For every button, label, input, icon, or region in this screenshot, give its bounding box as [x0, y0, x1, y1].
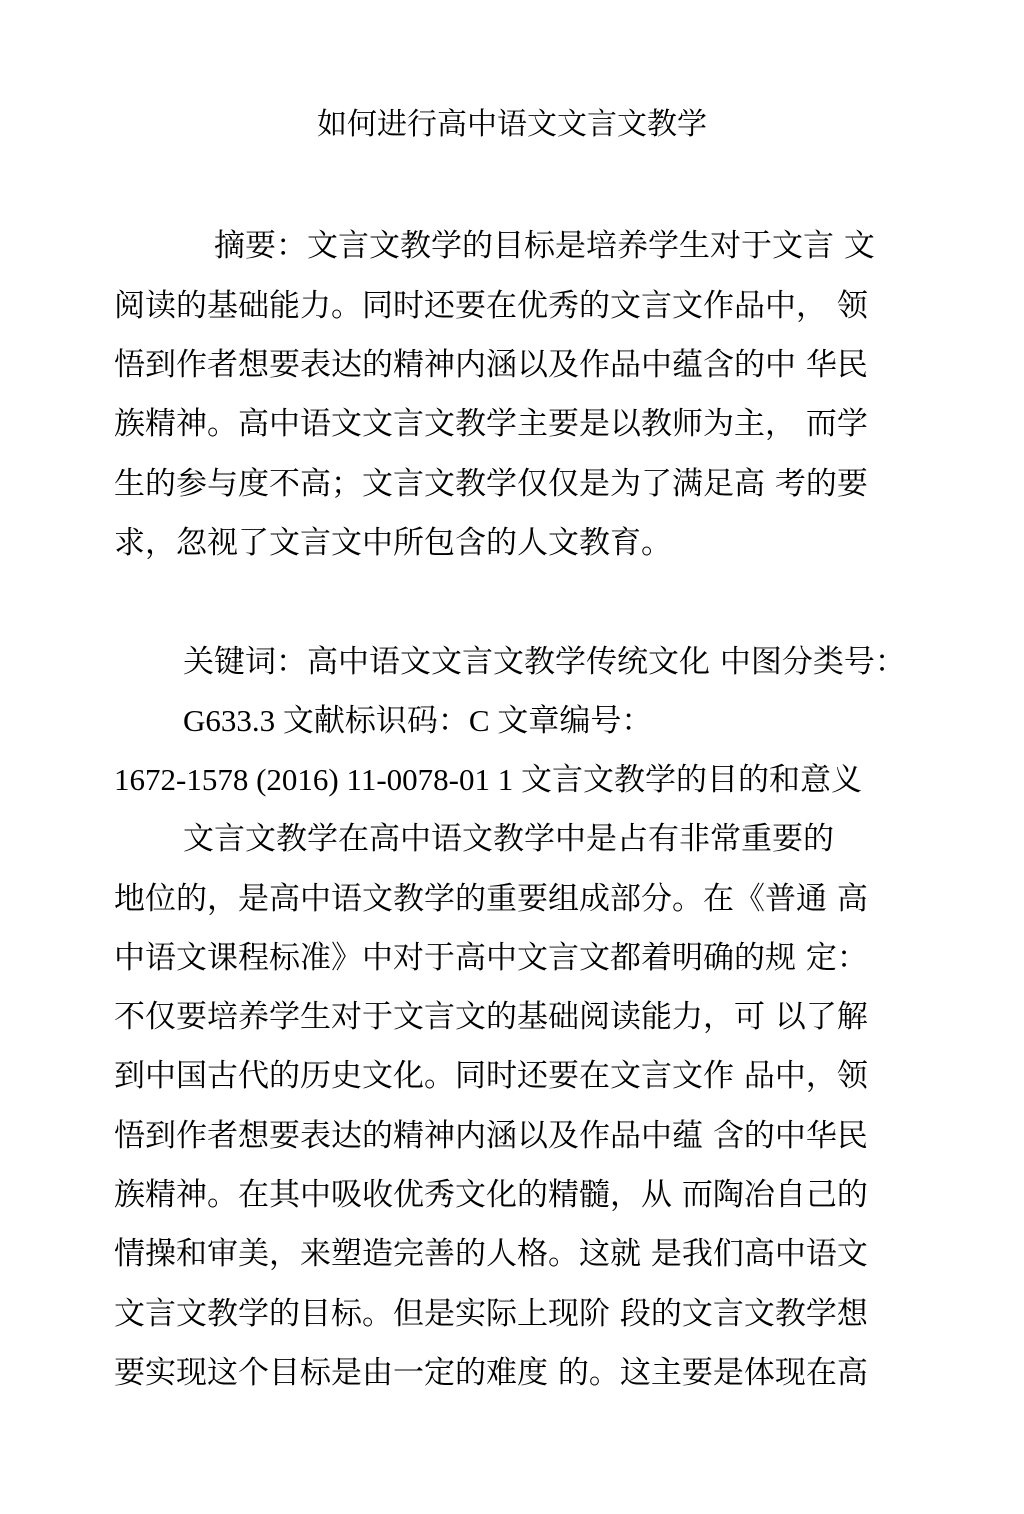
abstract-line: 阅读的基础能力。同时还要在优秀的文言文作品中， 领 — [114, 288, 868, 324]
body-line: 地位的，是高中语文教学的重要组成部分。在《普通 高 — [114, 881, 868, 917]
body-line: 到中国古代的历史文化。同时还要在文言文作 品中，领 — [114, 1058, 868, 1094]
body-line: 要实现这个目标是由一定的难度 的。这主要是体现在高 — [114, 1355, 868, 1391]
body-line: 族精神。在其中吸收优秀文化的精髓，从 而陶冶自己的 — [114, 1177, 868, 1213]
body-line: 情操和审美，来塑造完善的人格。这就 是我们高中语文 — [114, 1236, 868, 1272]
body-line: 中语文课程标准》中对于高中文言文都着明确的规 定： — [114, 940, 868, 976]
body-line: 不仅要培养学生对于文言文的基础阅读能力，可 以了解 — [114, 999, 868, 1035]
abstract-line: 求，忽视了文言文中所包含的人文教育。 — [114, 525, 672, 561]
document-title: 如何进行高中语文文言文教学 — [317, 107, 707, 142]
classification-line: G633.3 文献标识码：C 文章编号： — [183, 703, 653, 738]
abstract-line: 悟到作者想要表达的精神内涵以及作品中蕴含的中 华民 — [114, 347, 868, 383]
body-line: 文言文教学在高中语文教学中是占有非常重要的 — [183, 821, 834, 857]
abstract-line: 族精神。高中语文文言文教学主要是以教师为主， 而学 — [114, 406, 868, 442]
article-number-line: 1672-1578 (2016) 11-0078-01 1 文言文教学的目的和意义 — [114, 762, 862, 797]
abstract-line: 摘要：文言文教学的目标是培养学生对于文言 文 — [214, 228, 875, 264]
keywords-line: 关键词：高中语文文言文教学传统文化 中图分类号： — [183, 644, 906, 680]
body-line: 悟到作者想要表达的精神内涵以及作品中蕴 含的中华民 — [114, 1118, 868, 1154]
body-line: 文言文教学的目标。但是实际上现阶 段的文言文教学想 — [114, 1296, 868, 1332]
abstract-line: 生的参与度不高；文言文教学仅仅是为了满足高 考的要 — [114, 466, 868, 502]
